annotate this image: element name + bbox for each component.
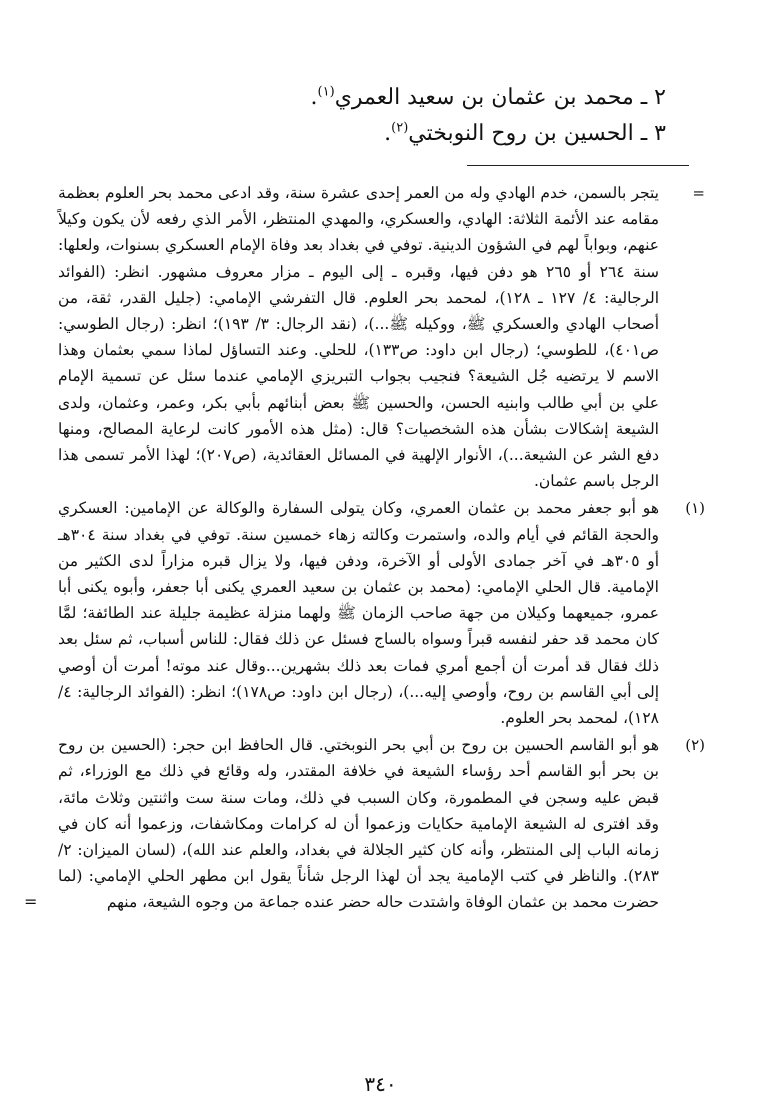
footnote-ref[interactable]: (٢)	[391, 120, 409, 136]
footnotes	[24, 180, 705, 916]
item-text: ٢ ـ محمد بن عثمان بن سعيد العمري	[334, 85, 666, 110]
page-number: ٣٤٠	[364, 1072, 397, 1096]
item-text: ٣ ـ الحسين بن روح النوبختي	[408, 121, 666, 146]
footnote-1	[58, 495, 705, 731]
footnote-text: هو أبو جعفر محمد بن عثمان العمري، وكان يتولى السفارة والوكالة عن الإمامين: العسكري والحجة القائم في أيام والده، واستمرت وكالته زهاء خمسين سنة. توفي في بغداد سنة ٣٠٤هـ أو ٣٠٥هـ في آخر جمادى الأولى أو الآخرة، ودفن فيها، ولا يزال قبره مزاراً لدى الكثير من الإمامية. قال الحلي الإمامي: (محمد بن عثمان بن سعيد العمري يكنى أبا جعفر، وأبوه يكنى أبا عمرو، جميعهما وكيلان من جهة صاحب الزمان ﷺ ولهما منزلة عظيمة جليلة عند الطائفة؛ لمَّا كان محمد قد حفر لنفسه قبراً وسواه بالساج فسئل عن ذلك فقال: للناس أسباب، ثم سئل بعد ذلك فقال قد أمرت أن أجمع أمري فمات بعد ذلك بشهرين...وقال عند موته! أمرت أن أوصي إلى أبي القاسم بن روح، وأوصي إليه...)، (رجال ابن داود: ص١٧٨)؛ انظر: (الفوائد الرجالية: ٤/ ١٢٨)، لمحمد بحر العلوم.	[58, 499, 660, 728]
main-text	[106, 80, 666, 152]
item-punctuation: .	[310, 85, 318, 110]
footnote-2	[24, 732, 705, 915]
list-item	[106, 80, 666, 116]
footnote-ref[interactable]: (١)	[317, 84, 335, 100]
continuation-mark: =	[692, 184, 705, 202]
continues-mark: =	[24, 892, 38, 912]
list-item	[106, 116, 666, 152]
footnote-number: (١)	[685, 499, 705, 518]
footnote-number: (٢)	[685, 736, 705, 755]
item-punctuation: .	[384, 121, 392, 146]
footnote-continuation	[58, 180, 705, 494]
footnote-separator	[467, 165, 689, 166]
footnote-text: يتجر بالسمن، خدم الهادي وله من العمر إحدى عشرة سنة، وقد ادعى محمد بحر العلوم بعظمة مقامه عند الأئمة الثلاثة: الهادي، والعسكري، والمهدي المنتظر، الأمر الذي رفعه لأن يكون وكيلاً عنهم، وبواباً لهم في الشؤون الدينية. توفي في بغداد بعد وفاة الإمام العسكري بسنوات، ولعلها: سنة ٢٦٤ أو ٢٦٥ هو دفن فيها، وقبره ـ إلى اليوم ـ مزار معروف مشهور. انظر: (الفوائد الرجالية: ٤/ ١٢٧ ـ ١٢٨)، لمحمد بحر العلوم. قال التفرشي الإمامي: (جليل القدر، ثقة، من أصحاب الهادي والعسكري ﷺ، ووكيله ﷺ...)، (نقد الرجال: ٣/ ١٩٣)؛ انظر: (رجال الطوسي: ص٤٠١)، للطوسي؛ (رجال ابن داود: ص١٣٣)، للحلي. وعند التساؤل لماذا سمي بعثمان وهذا الاسم لا يرتضيه جُل الشيعة؟ فنجيب بجواب التبريزي الإمامي عندما سئل عن تسمية الإمام علي بن أبي طالب وابنيه الحسن، والحسين ﷺ بعض أبنائهم بأبي بكر، وعمر، وعثمان، ولدى الشيعة إشكالات بشأن هذه الشخصيات؟ قال: (مثل هذه الأمور كانت لرعاية المصالح، ومنها دفع الشر عن الشيعة...)، الأنوار الإلهية في المسائل العقائدية، (ص٢٠٧)؛ لهذا الأمر تسمى هذا الرجل باسم عثمان.	[58, 184, 660, 491]
footnote-text: هو أبو القاسم الحسين بن روح بن أبي بحر النوبختي. قال الحافظ ابن حجر: (الحسين بن روح بن بحر أبو القاسم أحد رؤساء الشيعة في خلافة المقتدر، وله وقائع في ذلك مع الوزراء، ثم قبض عليه وسجن في المطمورة، وكان السبب في ذلك، ومات سنة ست واثنتين وثلاث مائة، وقد افترى له الشيعة الإمامية حكايات وزعموا أن له كرامات ومكاشفات، وزعموا أنه كان في زمانه الباب إلى المنتظر، وأنه كان كثير الجلالة في بغداد، والعلم عند الله)، (لسان الميزان: ٢/ ٢٨٣). والناظر في كتب الإمامية يجد أن لهذا الرجل شأناً يقول ابن مطهر الحلي الإمامي: (لما حضرت محمد بن عثمان الوفاة واشتدت حاله حضر عنده جماعة من وجوه الشيعة، منهم	[58, 736, 659, 912]
